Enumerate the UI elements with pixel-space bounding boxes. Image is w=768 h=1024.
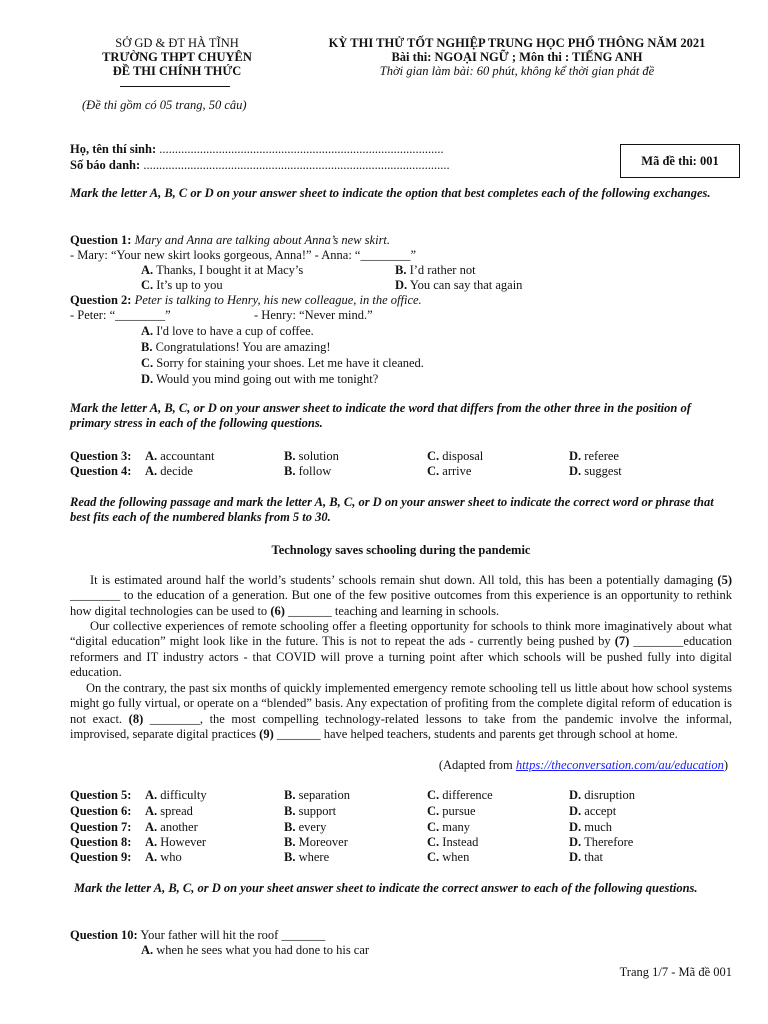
source-link[interactable]: https://theconversation.com/au/education bbox=[515, 758, 724, 772]
exam-duration: Thời gian làm bài: 60 phút, không kể thời gian phát đề bbox=[379, 64, 655, 78]
candidate-name-label: Họ, tên thí sinh: bbox=[70, 142, 157, 156]
department-name: SỞ GD & ĐT HÀ TĨNH bbox=[115, 36, 239, 50]
q1-option-b[interactable]: B. I’d rather not bbox=[395, 263, 476, 277]
candidate-name-line bbox=[70, 142, 444, 157]
q9-label: Question 9: bbox=[70, 850, 132, 864]
q2-dialogue-peter: - Peter: “________” bbox=[70, 308, 171, 322]
exam-code-box bbox=[620, 144, 740, 178]
q6-option-c[interactable]: C. pursue bbox=[427, 804, 476, 818]
q4-option-b[interactable]: B. follow bbox=[284, 464, 332, 478]
page-count-note: (Đề thi gồm có 05 trang, 50 câu) bbox=[82, 98, 247, 112]
q5-option-b[interactable]: B. separation bbox=[284, 788, 350, 802]
q9-option-b[interactable]: B. where bbox=[284, 850, 330, 864]
exam-status: ĐỀ THI CHÍNH THỨC bbox=[112, 64, 242, 78]
section3-instruction: Read the following passage and mark the letter A, B, C, or D on your answer sheet to indicate the correct word or phrase that best fits each of the numbered blanks from 5 to 30. bbox=[70, 495, 714, 524]
q8-option-c[interactable]: C. Instead bbox=[427, 835, 479, 849]
q1-option-c[interactable]: C. It’s up to you bbox=[141, 278, 223, 292]
q2-dialogue-henry: - Henry: “Never mind.” bbox=[254, 308, 373, 322]
q2-option-a[interactable]: A. I'd love to have a cup of coffee. bbox=[141, 324, 314, 338]
question-10: Question 10: Your father will hit the roof _______ bbox=[70, 928, 326, 942]
passage-title: Technology saves schooling during the pandemic bbox=[271, 543, 531, 557]
passage-paragraph-2: Our collective experiences of remote schooling offer a fleeting opportunity for schools to think more imaginatively about what “digital education” might look like in the future. This is not to repeat the ads - currently being pushed by (7) ________education reformers and IT industry actors - that COVID will prove a turning point after which schools will be pushed fully into digital education. bbox=[70, 619, 732, 680]
question-2: Question 2: Peter is talking to Henry, his new colleague, in the office. bbox=[70, 293, 422, 307]
q1-dialogue: - Mary: “Your new skirt looks gorgeous, Anna!” - Anna: “________” bbox=[70, 248, 417, 262]
q5-label: Question 5: bbox=[70, 788, 132, 802]
q9-option-d[interactable]: D. that bbox=[569, 850, 604, 864]
q4-option-a[interactable]: A. decide bbox=[145, 464, 193, 478]
q7-label: Question 7: bbox=[70, 820, 132, 834]
q2-option-c[interactable]: C. Sorry for staining your shoes. Let me have it cleaned. bbox=[141, 356, 424, 370]
q8-option-a[interactable]: A. However bbox=[145, 835, 207, 849]
q8-option-d[interactable]: D. Therefore bbox=[569, 835, 634, 849]
question-1: Question 1: Mary and Anna are talking about Anna’s new skirt. bbox=[70, 233, 391, 247]
exam-header bbox=[292, 36, 742, 78]
passage-paragraph-3: On the contrary, the past six months of quickly implemented emergency remote schooling tell us little about how school systems might go fully virtual, or operate on a “blended” basis. Any expectation of profiting from the complete digital reform of education is not exact. (8) ________, the most compelling technology-related lessons to take from the pandemic involve the informal, improvised, separate digital practices (9) _______ have helped teachers, students and parents get through school at home. bbox=[70, 681, 733, 742]
q1-option-a[interactable]: A. Thanks, I bought it at Macy’s bbox=[141, 263, 304, 277]
q9-option-a[interactable]: A. who bbox=[145, 850, 182, 864]
q3-label: Question 3: bbox=[70, 449, 132, 463]
q8-option-b[interactable]: B. Moreover bbox=[284, 835, 348, 849]
candidate-id-field[interactable]: .................................................................................................. bbox=[143, 158, 450, 172]
q7-option-c[interactable]: C. many bbox=[427, 820, 471, 834]
header-divider bbox=[120, 86, 230, 87]
q6-option-a[interactable]: A. spread bbox=[145, 804, 193, 818]
q5-option-d[interactable]: D. disruption bbox=[569, 788, 635, 802]
q3-option-d[interactable]: D. referee bbox=[569, 449, 619, 463]
q3-option-a[interactable]: A. accountant bbox=[145, 449, 215, 463]
q2-option-b[interactable]: B. Congratulations! You are amazing! bbox=[141, 340, 331, 354]
exam-subject: Bài thi: NGOẠI NGỮ ; Môn thi : TIẾNG ANH bbox=[391, 50, 643, 64]
q7-option-d[interactable]: D. much bbox=[569, 820, 613, 834]
q4-label: Question 4: bbox=[70, 464, 132, 478]
q1-context: Mary and Anna are talking about Anna’s new skirt. bbox=[134, 233, 391, 247]
q4-option-c[interactable]: C. arrive bbox=[427, 464, 472, 478]
section4-instruction: Mark the letter A, B, C, or D on your sheet answer sheet to indicate the correct answer to each of the following questions. bbox=[74, 881, 698, 895]
section2-instruction: Mark the letter A, B, C, or D on your answer sheet to indicate the word that differs from the other three in the position of primary stress in each of the following questions. bbox=[70, 401, 691, 430]
q10-stem: Your father will hit the roof _______ bbox=[140, 928, 326, 942]
q8-label: Question 8: bbox=[70, 835, 132, 849]
q9-option-c[interactable]: C. when bbox=[427, 850, 470, 864]
school-header bbox=[62, 36, 292, 78]
q6-option-d[interactable]: D. accept bbox=[569, 804, 617, 818]
q10-option-a[interactable]: A. when he sees what you had done to his car bbox=[141, 943, 370, 957]
q2-context: Peter is talking to Henry, his new colleague, in the office. bbox=[134, 293, 422, 307]
school-name: TRƯỜNG THPT CHUYÊN bbox=[102, 50, 252, 64]
passage-source: (Adapted from https://theconversation.com/au/education) bbox=[438, 758, 728, 772]
q7-option-a[interactable]: A. another bbox=[145, 820, 198, 834]
candidate-id-label: Số báo danh: bbox=[70, 158, 141, 172]
q1-option-d[interactable]: D. You can say that again bbox=[395, 278, 523, 292]
q3-option-c[interactable]: C. disposal bbox=[427, 449, 484, 463]
q4-option-d[interactable]: D. suggest bbox=[569, 464, 622, 478]
candidate-id-line bbox=[70, 158, 450, 173]
q5-option-a[interactable]: A. difficulty bbox=[145, 788, 207, 802]
q5-option-c[interactable]: C. difference bbox=[427, 788, 493, 802]
candidate-name-field[interactable]: ........................................................................................... bbox=[159, 142, 444, 156]
passage-paragraph-1: It is estimated around half the world’s students’ schools remain shut down. All told, this has been a potentially damaging (5) ________ to the education of a generation. But one of the few positive outcomes from this experience is an opportunity to rethink how digital technologies can be used to (6) _______ teaching and learning in schools. bbox=[70, 573, 732, 618]
q7-option-b[interactable]: B. every bbox=[284, 820, 327, 834]
q3-option-b[interactable]: B. solution bbox=[284, 449, 339, 463]
exam-title: KỲ THI THỬ TỐT NGHIỆP TRUNG HỌC PHỔ THÔNG NĂM 2021 bbox=[328, 36, 706, 50]
exam-code: Mã đề thi: 001 bbox=[641, 153, 719, 168]
q2-option-d[interactable]: D. Would you mind going out with me tonight? bbox=[141, 372, 379, 386]
section1-instruction: Mark the letter A, B, C or D on your answer sheet to indicate the option that best completes each of the following exchanges. bbox=[70, 186, 711, 200]
q6-label: Question 6: bbox=[70, 804, 132, 818]
page-footer: Trang 1/7 - Mã đề 001 bbox=[619, 965, 732, 979]
q6-option-b[interactable]: B. support bbox=[284, 804, 337, 818]
